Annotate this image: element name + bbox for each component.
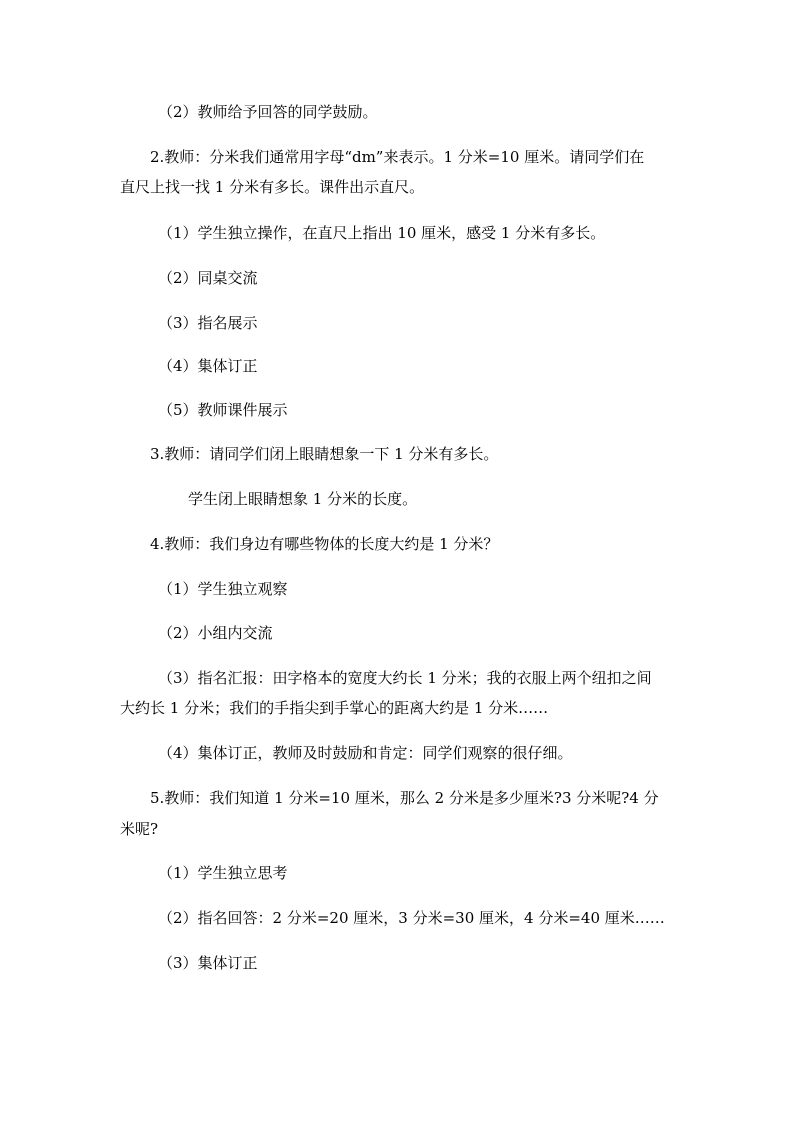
paragraph-line: 大约长 1 分米；我们的手指尖到手掌心的距离大约是 1 分米…… — [120, 699, 549, 717]
paragraph-line: （2）同桌交流 — [158, 269, 258, 287]
paragraph-line: （5）教师课件展示 — [158, 401, 288, 419]
paragraph-line: （1）学生独立观察 — [158, 580, 288, 598]
paragraph-line: （3）集体订正 — [158, 954, 258, 972]
paragraph-line: （3）指名汇报：田字格本的宽度大约长 1 分米；我的衣服上两个纽扣之间 — [158, 669, 652, 687]
paragraph-line: 3.教师：请同学们闭上眼睛想象一下 1 分米有多长。 — [150, 445, 499, 463]
paragraph-line: （2）小组内交流 — [158, 624, 273, 642]
paragraph-line: （3）指名展示 — [158, 314, 258, 332]
paragraph-line: （2）教师给予回答的同学鼓励。 — [158, 103, 378, 121]
paragraph-line: （4）集体订正 — [158, 357, 258, 375]
paragraph-line: （4）集体订正，教师及时鼓励和肯定：同学们观察的很仔细。 — [158, 744, 573, 762]
paragraph-line: 2.教师：分米我们通常用字母“dm”来表示。1 分米=10 厘米。请同学们在 — [150, 148, 645, 166]
paragraph-line: （1）学生独立思考 — [158, 864, 288, 882]
paragraph-line: （1）学生独立操作，在直尺上指出 10 厘米，感受 1 分米有多长。 — [158, 224, 606, 242]
paragraph-line: 5.教师：我们知道 1 分米=10 厘米，那么 2 分米是多少厘米?3 分米呢?4 分 — [150, 789, 659, 807]
paragraph-line: 直尺上找一找 1 分米有多长。课件出示直尺。 — [120, 178, 425, 196]
paragraph-line: 4.教师：我们身边有哪些物体的长度大约是 1 分米？ — [150, 535, 499, 553]
paragraph-line: （2）指名回答：2 分米=20 厘米，3 分米=30 厘米，4 分米=40 厘米…… — [158, 909, 665, 927]
paragraph-line: 学生闭上眼睛想象 1 分米的长度。 — [188, 490, 418, 508]
paragraph-line: 米呢? — [120, 820, 159, 838]
